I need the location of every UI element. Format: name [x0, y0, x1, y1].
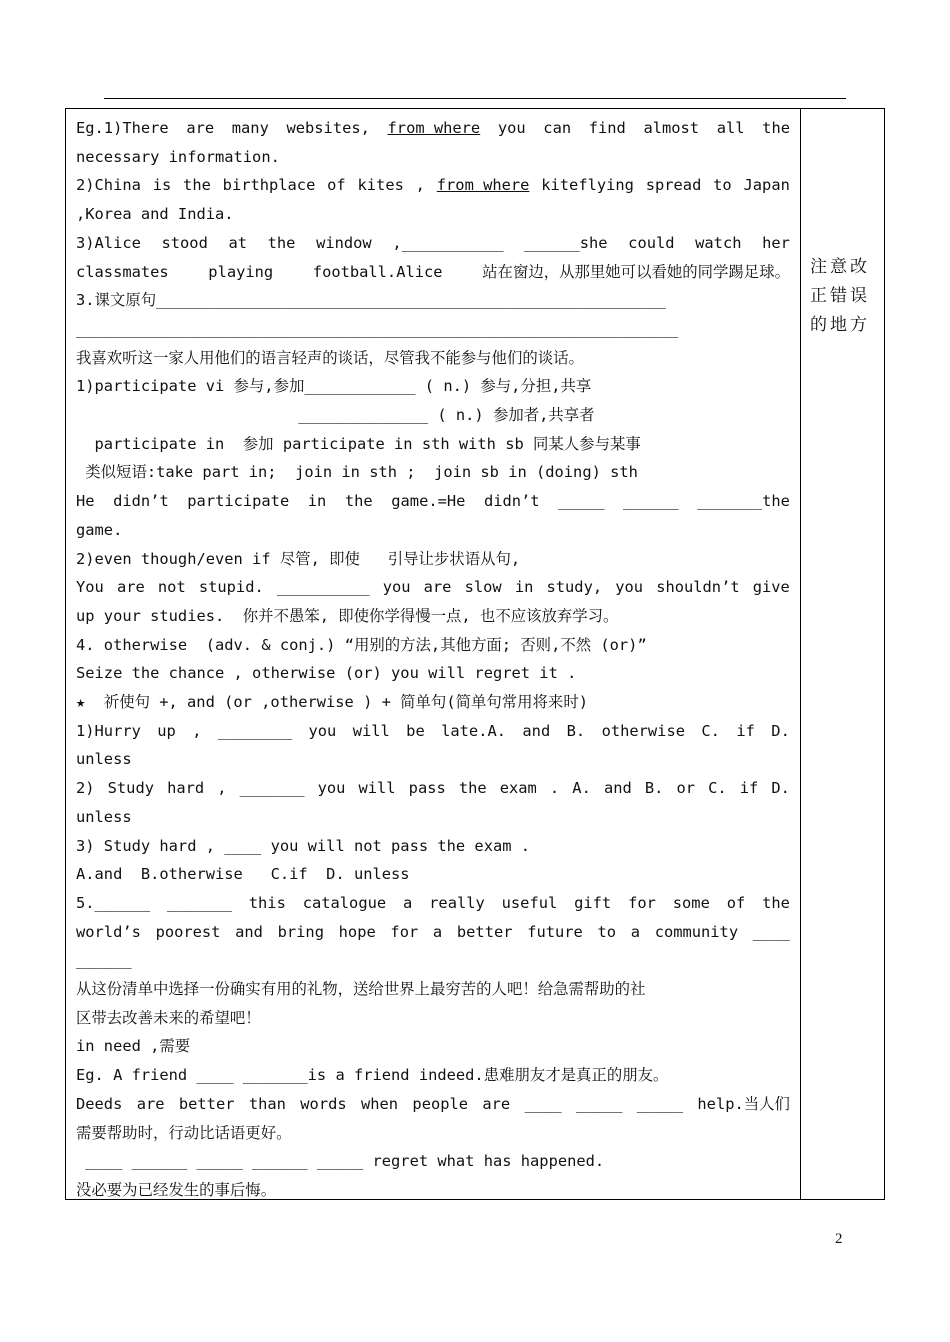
text-line: unless [76, 807, 132, 826]
text-line: ______ [76, 951, 132, 970]
text-line: unless [76, 750, 132, 769]
side-note-line: 正错误 [810, 286, 870, 306]
text-line: 3) Study hard , ____ you will not pass the exam . [76, 836, 531, 855]
page-number: 2 [835, 1231, 843, 1247]
text-line: world’s poorest and bring hope for a better future to a community ____ [76, 922, 790, 941]
text-line: 需要帮助时，行动比话语更好。 [76, 1123, 292, 1142]
text-line: game. [76, 520, 123, 539]
text-line: 类似短语:take part in; join in sth ; join sb in (doing) sth [76, 463, 638, 482]
text-line: classmates playing football.Alice 站在窗边，从那里她可以看她的同学踢足球。 [76, 262, 790, 281]
text-line: A.and B.otherwise C.if D. unless [76, 865, 410, 884]
text-line: 3.课文原句_______________________________________________________ [76, 291, 666, 310]
text-line: participate in 参加 participate in sth with sb 同某人参与某事 [76, 434, 641, 453]
header-rule [104, 98, 846, 99]
text-line: in need ,需要 [76, 1037, 191, 1056]
text-line: Eg. A friend ____ _______is a friend indeed.患难朋友才是真正的朋友。 [76, 1066, 669, 1085]
text-line: 4. otherwise (adv. & conj.) “用别的方法,其他方面; 否则,不然 (or)” [76, 635, 647, 654]
side-note [810, 253, 876, 340]
text-line: _________________________________________________________________ [76, 319, 679, 338]
text-line: 2)even though/even if 尽管, 即使 引导让步状语从句, [76, 549, 521, 568]
text-line: You are not stupid. __________ you are slow in study, you shouldn’t give [76, 578, 790, 597]
text-line: 1)participate vi 参与,参加____________ ( n.) 参与,分担,共享 [76, 377, 592, 396]
text-line: Seize the chance , otherwise (or) you will regret it . [76, 664, 577, 683]
text-line: Eg.1)There are many websites, from where you can find almost all the [76, 119, 790, 137]
text-line: 2)China is the birthplace of kites , from where kiteflying spread to Japan [76, 176, 790, 195]
side-note-line: 注意改 [810, 257, 870, 277]
side-note-line: 的地方 [810, 315, 870, 335]
text-line: 2) Study hard , _______ you will pass the exam . A. and B. or C. if D. [76, 779, 790, 798]
text-line: 5.______ _______ this catalogue a really useful gift for some of the [76, 893, 790, 912]
text-line: 从这份清单中选择一份确实有用的礼物，送给世界上最穷苦的人吧！给急需帮助的社 [76, 980, 646, 998]
column-divider [800, 109, 801, 1199]
text-line: ,Korea and India. [76, 205, 234, 224]
text-line: 区带去改善未来的希望吧！ [76, 1008, 261, 1027]
text-line: ______________ ( n.) 参加者,共享者 [76, 406, 595, 424]
text-line: up your studies. 你并不愚笨, 即使你学得慢一点, 也不应该放弃学习。 [76, 606, 619, 625]
text-line: ★ 祈使句 +, and (or ,otherwise ) + 简单句(简单句常用将来时) [76, 693, 588, 711]
text-line: He didn’t participate in the game.=He didn’t _____ ______ _______the [76, 492, 790, 511]
text-line: 3)Alice stood at the window ,___________ ______she could watch her [76, 233, 790, 252]
text-line: 没必要为已经发生的事后悔。 [76, 1180, 277, 1199]
text-line: Deeds are better than words when people are ____ _____ _____ help.当人们 [76, 1094, 790, 1113]
text-line: ____ ______ _____ ______ _____ regret what has happened. [76, 1152, 605, 1171]
text-line: 我喜欢听这一家人用他们的语言轻声的谈话，尽管我不能参与他们的谈话。 [76, 348, 584, 367]
text-line: 1)Hurry up , ________ you will be late.A. and B. otherwise C. if D. [76, 721, 790, 740]
text-line: necessary information. [76, 147, 280, 166]
content-table [65, 108, 885, 1200]
